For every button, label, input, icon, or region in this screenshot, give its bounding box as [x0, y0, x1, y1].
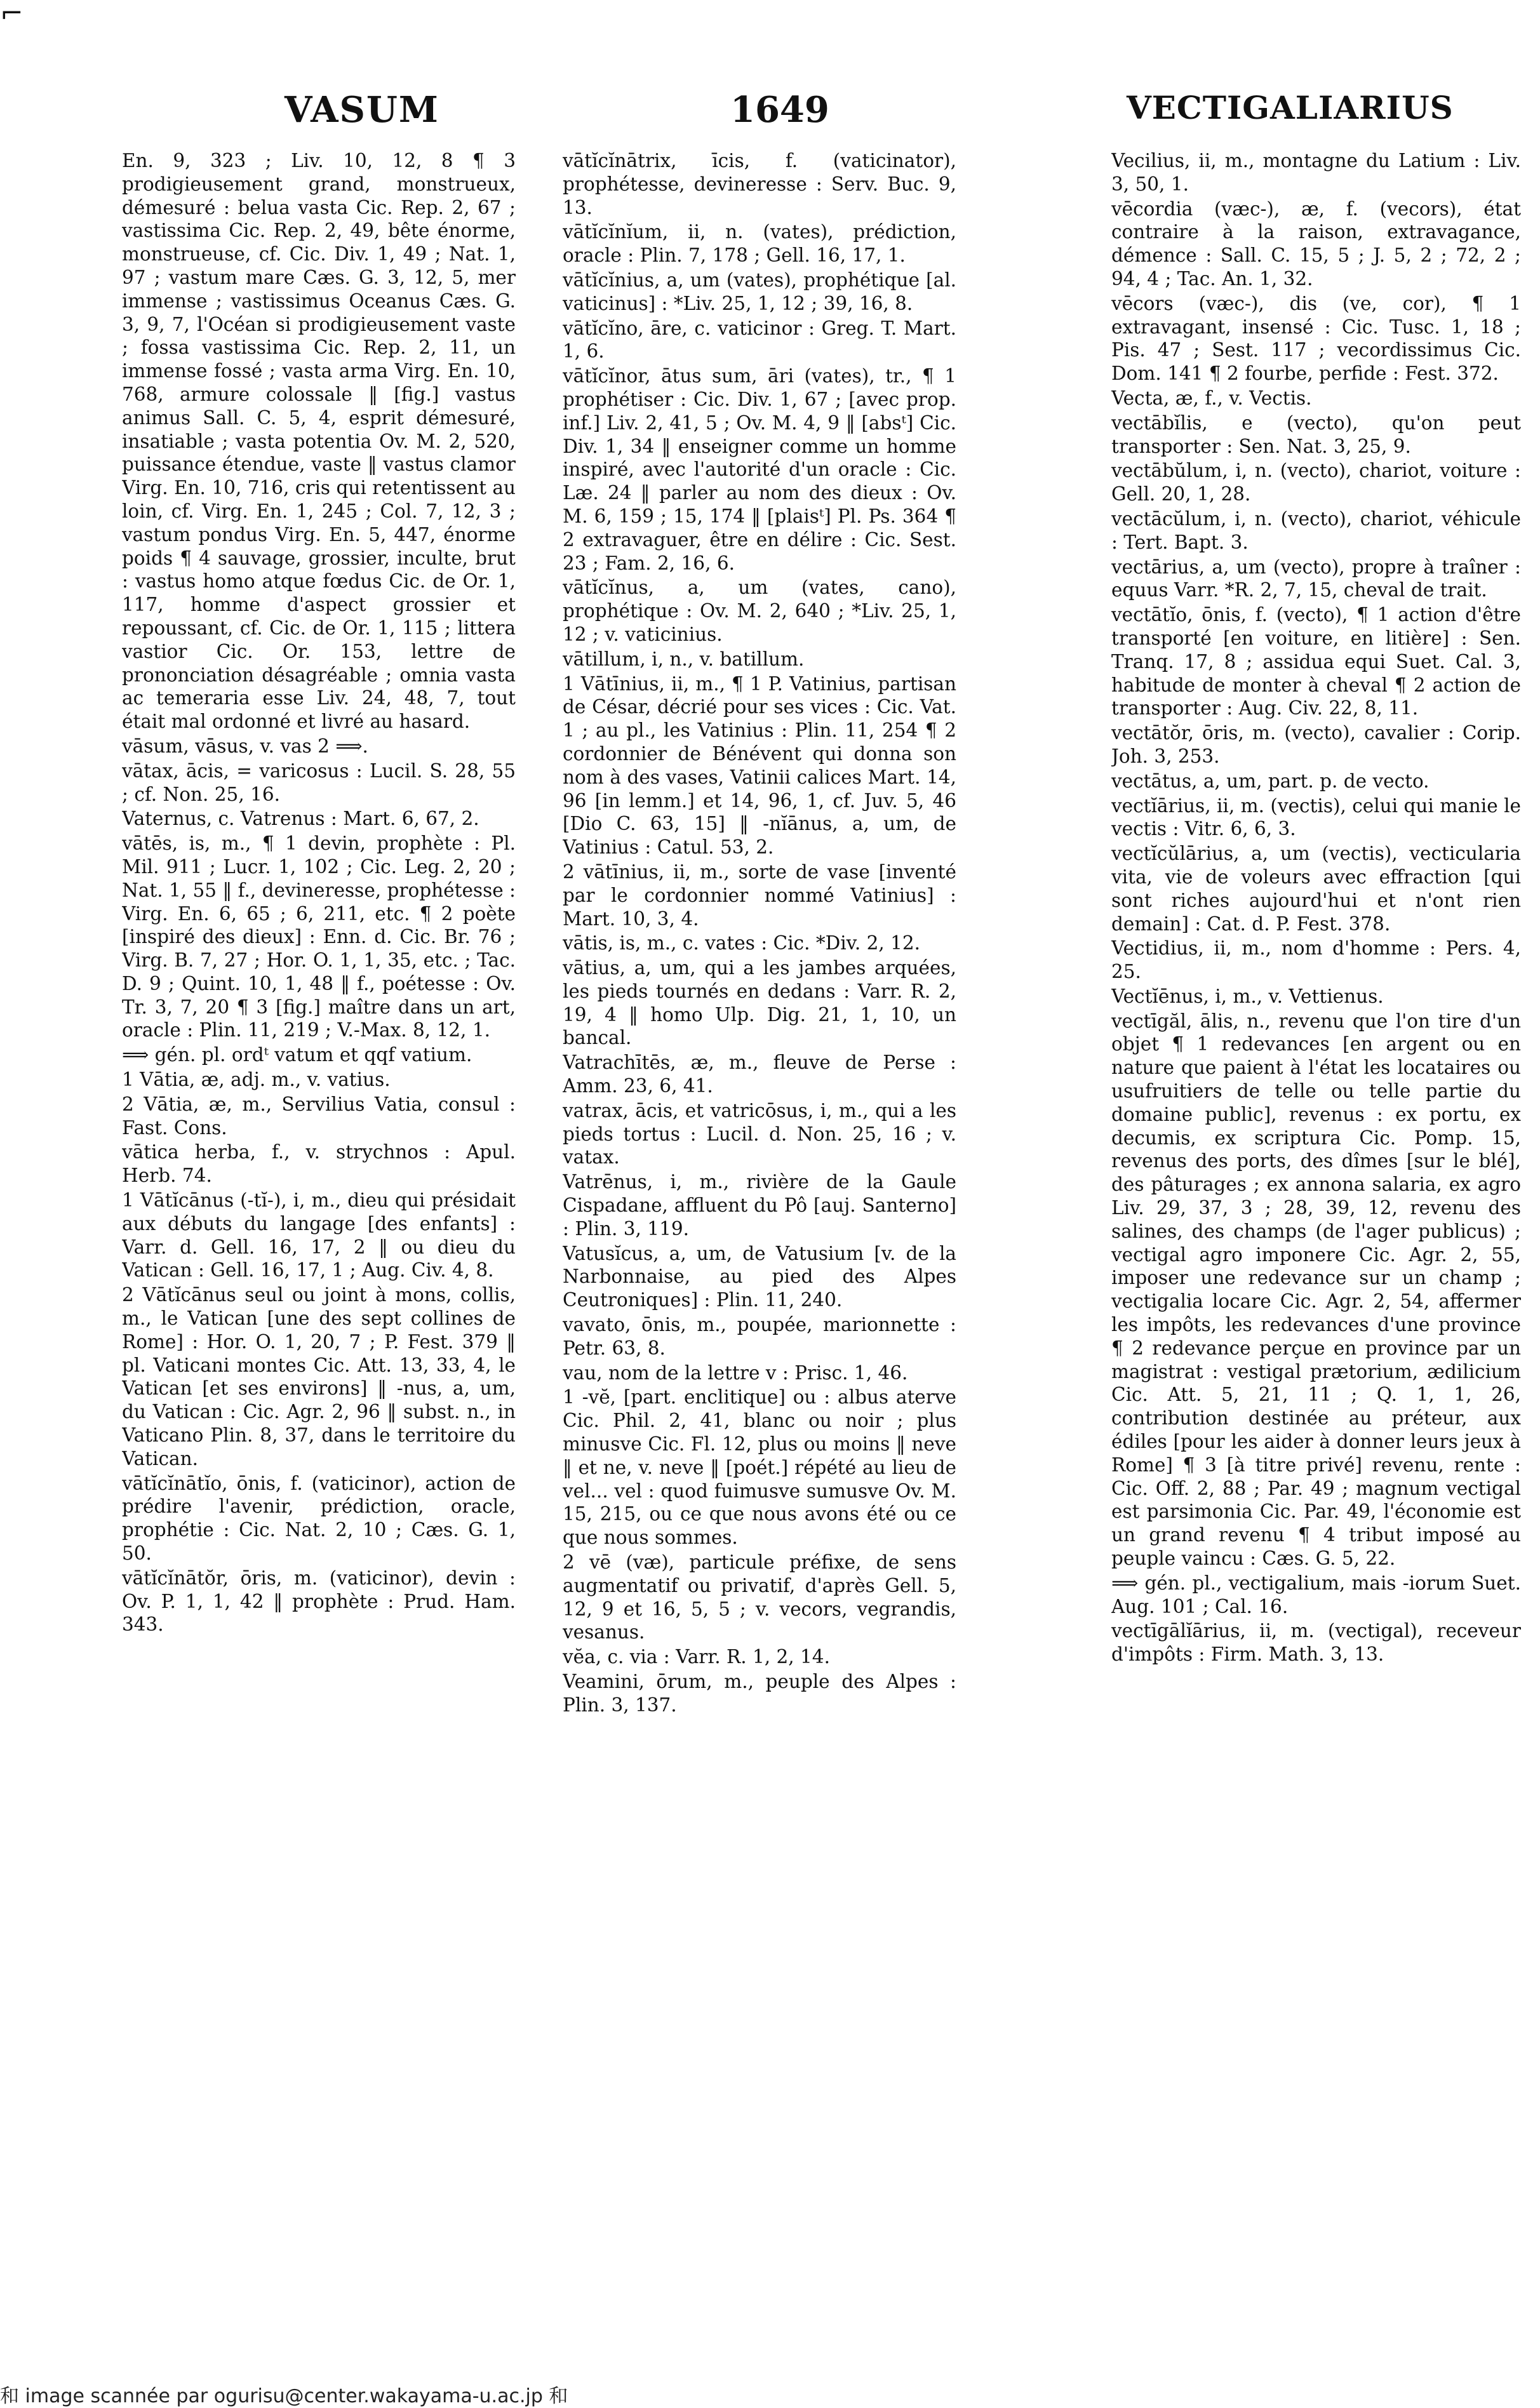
entry: Vecilius, ii, m., montagne du Latium : Liv. 3, 50, 1.	[1111, 150, 1521, 195]
page-number: 1649	[730, 89, 829, 131]
entry: 2 vātīnius, ii, m., sorte de vase [inventé par le cordonnier nommé Vatinius] : Mart. 10, 3, 4.	[563, 860, 956, 930]
entry: Vatrēnus, i, m., rivière de la Gaule Cispadane, affluent du Pô [auj. Santerno] : Plin. 3, 119.	[563, 1171, 956, 1240]
entry: Vecta, æ, f., v. Vectis.	[1111, 387, 1312, 409]
entry: vĕa, c. via : Varr. R. 1, 2, 14.	[563, 1646, 830, 1668]
corner-mark: ⌐	[0, 0, 23, 30]
entry: vēcordia (væc-), æ, f. (vecors), état contraire à la raison, extravagance, démence : Sall. C. 15, 5 ; J. 5, 2 ; 72, 2 ; 94, 4 ; Tac. An. 1, 32.	[1111, 197, 1521, 290]
entry: vau, nom de la lettre v : Prisc. 1, 46.	[563, 1361, 908, 1384]
page-header	[0, 89, 1540, 146]
entry: vātax, ācis, = varicosus : Lucil. S. 28, 55 ; cf. Non. 25, 16.	[122, 759, 516, 805]
entry: Vectidius, ii, m., nom d'homme : Pers. 4, 25.	[1111, 937, 1521, 983]
column-left	[122, 149, 516, 2327]
entry: vectābŭlum, i, n. (vecto), chariot, voiture : Gell. 20, 1, 28.	[1111, 460, 1521, 505]
entry: vectātŏr, ōris, m. (vecto), cavalier : Corip. Joh. 3, 253.	[1111, 722, 1521, 767]
entry: vātĭcĭnus, a, um (vates, cano), prophétique : Ov. M. 2, 640 ; *Liv. 25, 1, 12 ; v. vaticinius.	[563, 577, 956, 645]
entry: vātĭcĭnĭum, ii, n. (vates), prédiction, oracle : Plin. 7, 178 ; Gell. 16, 17, 1.	[563, 221, 956, 267]
entry: 2 vē (væ), particule préfixe, de sens augmentatif ou privatif, d'après Gell. 5, 12, 9 et 16, 5, 5 ; v. vecors, vegrandis, vesanus.	[563, 1551, 956, 1643]
entry: vātis, is, m., c. vates : Cic. *Div. 2, 12.	[563, 932, 921, 954]
entry: vectātus, a, um, part. p. de vecto.	[1111, 770, 1430, 792]
entry: ⟹ gén. pl. ordᵗ vatum et qqf vatium.	[122, 1044, 472, 1066]
entry: vectĭārius, ii, m. (vectis), celui qui manie le vectis : Vitr. 6, 6, 3.	[1111, 794, 1521, 840]
entry: Vatusĭcus, a, um, de Vatusium [v. de la Narbonnaise, au pied des Alpes Ceutroniques] : Plin. 11, 240.	[563, 1242, 956, 1311]
entry: vātica herba, f., v. strychnos : Apul. Herb. 74.	[122, 1141, 516, 1187]
entry: En. 9, 323 ; Liv. 10, 12, 8 ¶ 3 prodigieusement grand, monstrueux, démesuré : belua vasta Cic. Rep. 2, 67 ; vastissima Cic. Rep. 2, 49, bête énorme, monstrueuse, cf. Cic. Div. 1, 49 ; Nat. 1, 97 ; vastum mare Cæs. G. 3, 12, 5, mer immense ; vastissimus Oceanus Cæs. G. 3, 9, 7, l'Océan si prodigieusement vaste ; fossa vastissima Cic. Rep. 2, 11, un immense fossé ; vasta arma Virg. En. 10, 768, armure colossale ‖ [fig.] vastus animus Sall. C. 5, 4, esprit démesuré, insatiable ; vasta potentia Ov. M. 2, 520, puissance étendue, vaste ‖ vastus clamor Virg. En. 10, 716, cris qui retentissent au loin, cf. Virg. En. 1, 245 ; Col. 7, 12, 3 ; vastum pondus Virg. En. 5, 447, énorme poids ¶ 4 sauvage, grossier, inculte, brut : vastus homo atque fœdus Cic. de Or. 1, 117, homme d'aspect grossier et repoussant, cf. Cic. de Or. 1, 115 ; littera vastior Cic. Or. 153, lettre de prononciation désagréable ; omnia vasta ac temeraria esse Liv. 24, 48, 7, tout était mal ordonné et livré au hasard.	[122, 150, 516, 733]
entry: vectābĭlis, e (vecto), qu'on peut transporter : Sen. Nat. 3, 25, 9.	[1111, 411, 1521, 457]
entry: vatrax, ācis, et vatricōsus, i, m., qui a les pieds tortus : Lucil. d. Non. 25, 16 ; v. vatax.	[563, 1099, 956, 1168]
column-middle	[563, 149, 956, 2327]
entry: vātĭcĭnātĭo, ōnis, f. (vaticinor), action de prédire l'avenir, prédiction, oracle, prophétie : Cic. Nat. 2, 10 ; Cæs. G. 1, 50.	[122, 1472, 516, 1565]
entry: Veamini, ōrum, m., peuple des Alpes : Plin. 3, 137.	[563, 1671, 956, 1716]
entry: vātillum, i, n., v. batillum.	[563, 648, 805, 670]
entry: Vaternus, c. Vatrenus : Mart. 6, 67, 2.	[122, 808, 479, 830]
entry: vātĭcĭnātrix, īcis, f. (vaticinator), prophétesse, devineresse : Serv. Buc. 9, 13.	[563, 150, 956, 218]
column-right	[1111, 149, 1521, 2327]
right-running-head: VECTIGALIARIUS	[1127, 89, 1454, 126]
entry: vectācŭlum, i, n. (vecto), chariot, véhicule : Tert. Bapt. 3.	[1111, 507, 1521, 553]
entry: vectārius, a, um (vecto), propre à traîner : equus Varr. *R. 2, 7, 15, cheval de trait.	[1111, 556, 1521, 601]
entry: 2 Vātia, æ, m., Servilius Vatia, consul : Fast. Cons.	[122, 1093, 516, 1139]
entry: vavato, ōnis, m., poupée, marionnette : Petr. 63, 8.	[563, 1314, 956, 1359]
entry: vātēs, is, m., ¶ 1 devin, prophète : Pl. Mil. 911 ; Lucr. 1, 102 ; Cic. Leg. 2, 20 ; Nat. 1, 55 ‖ f., devineresse, prophétesse : Virg. En. 6, 65 ; 6, 211, etc. ¶ 2 poète [inspiré des dieux] : Enn. d. Cic. Br. 76 ; Virg. B. 7, 27 ; Hor. O. 1, 1, 35, etc. ; Tac. D. 9 ; Quint. 10, 1, 48 ‖ f., poétesse : Ov. Tr. 3, 7, 20 ¶ 3 [fig.] maître dans un art, oracle : Plin. 11, 219 ; V.-Max. 8, 12, 1.	[122, 833, 516, 1041]
entry: 1 Vātĭcānus (-tĭ-), i, m., dieu qui présidait aux débuts du langage [des enfants] : Varr. d. Gell. 16, 17, 2 ‖ ou dieu du Vatican : Gell. 16, 17, 1 ; Aug. Civ. 4, 8.	[122, 1189, 516, 1281]
entry: Vatrachītēs, æ, m., fleuve de Perse : Amm. 23, 6, 41.	[563, 1052, 956, 1097]
entry: vectīgăl, ālis, n., revenu que l'on tire d'un objet ¶ 1 redevances [en argent ou en nature que paient à l'état les locataires ou usufruitiers de telle ou telle partie du domaine public], revenus : ex portu, ex decumis, ex scriptura Cic. Pomp. 15, revenus des ports, des dîmes [sur le blé], des pâturages ; ex annona salaria, ex agro Liv. 29, 37, 3 ; 28, 39, 12, revenu des salines, des champs (de l'ager publicus) ; vectigal agro imponere Cic. Agr. 2, 55, imposer une redevance sur un champ ; vectigalia locare Cic. Agr. 2, 54, affermer les impôts, les redevances d'une province ¶ 2 redevance perçue en province par un magistrat : vestigal prætorium, ædilicium Cic. Att. 5, 21, 11 ; Q. 1, 1, 26, contribution destinée au préteur, aux édiles [pour les aider à donner leurs jeux à Rome] ¶ 3 [à titre privé] revenu, rente : Cic. Off. 2, 88 ; Par. 49 ; magnum vectigal est parsimonia Cic. Par. 49, l'économie est un grand revenu ¶ 4 tribut imposé au peuple vaincu : Cæs. G. 5, 22.	[1111, 1010, 1521, 1570]
entry: 1 Vātīnius, ii, m., ¶ 1 P. Vatinius, partisan de César, décrié pour ses vices : Cic. Vat. 1 ; au pl., les Vatinius : Plin. 11, 254 ¶ 2 cordonnier de Bénévent qui donna son nom à des vases, Vatinii calices Mart. 14, 96 [in lemm.] et 14, 96, 1, cf. Juv. 5, 46 [Dio C. 63, 15] ‖ -nĭānus, a, um, de Vatinius : Catul. 53, 2.	[563, 672, 956, 859]
entry: Vectĭēnus, i, m., v. Vettienus.	[1111, 985, 1384, 1007]
scan-credit: 和 image scannée par ogurisu@center.wakayama-u.ac.jp 和	[0, 2385, 568, 2407]
entry: vātius, a, um, qui a les jambes arquées, les pieds tournés en dedans : Varr. R. 2, 19, 4 ‖ homo Ulp. Dig. 21, 1, 10, un bancal.	[563, 957, 956, 1049]
left-running-head: VASUM	[285, 89, 439, 131]
entry: vātĭcĭno, āre, c. vaticinor : Greg. T. Mart. 1, 6.	[563, 317, 956, 363]
entry: vātĭcĭnius, a, um (vates), prophétique [al. vaticinus] : *Liv. 25, 1, 12 ; 39, 16, 8.	[563, 269, 956, 314]
entry: 1 -vĕ, [part. enclitique] ou : albus aterve Cic. Phil. 2, 41, blanc ou noir ; plus minusve Cic. Fl. 12, plus ou moins ‖ neve ‖ et ne, v. neve ‖ [poét.] répété au lieu de vel... vel : quod fuimusve sumusve Ov. M. 15, 215, ou ce que nous avons été ou ce que nous sommes.	[563, 1386, 956, 1549]
entry: ⟹ gén. pl., vectigalium, mais -iorum Suet. Aug. 101 ; Cal. 16.	[1111, 1572, 1521, 1617]
entry: 2 Vātĭcānus seul ou joint à mons, collis, m., le Vatican [une des sept collines de Rome] : Hor. O. 1, 20, 7 ; P. Fest. 379 ‖ pl. Vaticani montes Cic. Att. 13, 33, 4, le Vatican [et ses environs] ‖ -nus, a, um, du Vatican : Cic. Agr. 2, 96 ‖ subst. n., in Vaticano Plin. 8, 37, dans le territoire du Vatican.	[122, 1284, 516, 1469]
entry: vātĭcĭnor, ātus sum, āri (vates), tr., ¶ 1 prophétiser : Cic. Div. 1, 67 ; [avec prop. inf.] Liv. 2, 41, 5 ; Ov. M. 4, 9 ‖ [absᵗ] Cic. Div. 1, 34 ‖ enseigner comme un homme inspiré, avec l'autorité d'un oracle : Cic. Læ. 24 ‖ parler au nom des dieux : Ov. M. 6, 159 ; 15, 174 ‖ [plaisᵗ] Pl. Ps. 364 ¶ 2 extravaguer, être en délire : Cic. Sest. 23 ; Fam. 2, 16, 6.	[563, 365, 956, 574]
entry: vēcors (væc-), dis (ve, cor), ¶ 1 extravagant, insensé : Cic. Tusc. 1, 18 ; Pis. 47 ; Sest. 117 ; vecordissimus Cic. Dom. 141 ¶ 2 fourbe, perfide : Fest. 372.	[1111, 292, 1521, 385]
entry: vectīgālĭārius, ii, m. (vectigal), receveur d'impôts : Firm. Math. 3, 13.	[1111, 1620, 1521, 1666]
entry: vectātĭo, ōnis, f. (vecto), ¶ 1 action d'être transporté [en voiture, en litière] : Sen. Tranq. 17, 8 ; assidua equi Suet. Cal. 3, habitude de monter à cheval ¶ 2 action de transporter : Aug. Civ. 22, 8, 11.	[1111, 604, 1521, 719]
entry: vectĭcŭlārius, a, um (vectis), vecticularia vita, vie de voleurs avec effraction [qui sont riches aujourd'hui et n'ont rien demain] : Cat. d. P. Fest. 378.	[1111, 843, 1521, 935]
entry: 1 Vātia, æ, adj. m., v. vatius.	[122, 1069, 391, 1091]
entry: vāsum, vāsus, v. vas 2 ⟹.	[122, 735, 368, 757]
entry: vātĭcĭnātŏr, ōris, m. (vaticinor), devin : Ov. P. 1, 1, 42 ‖ prophète : Prud. Ham. 343.	[122, 1567, 516, 1636]
